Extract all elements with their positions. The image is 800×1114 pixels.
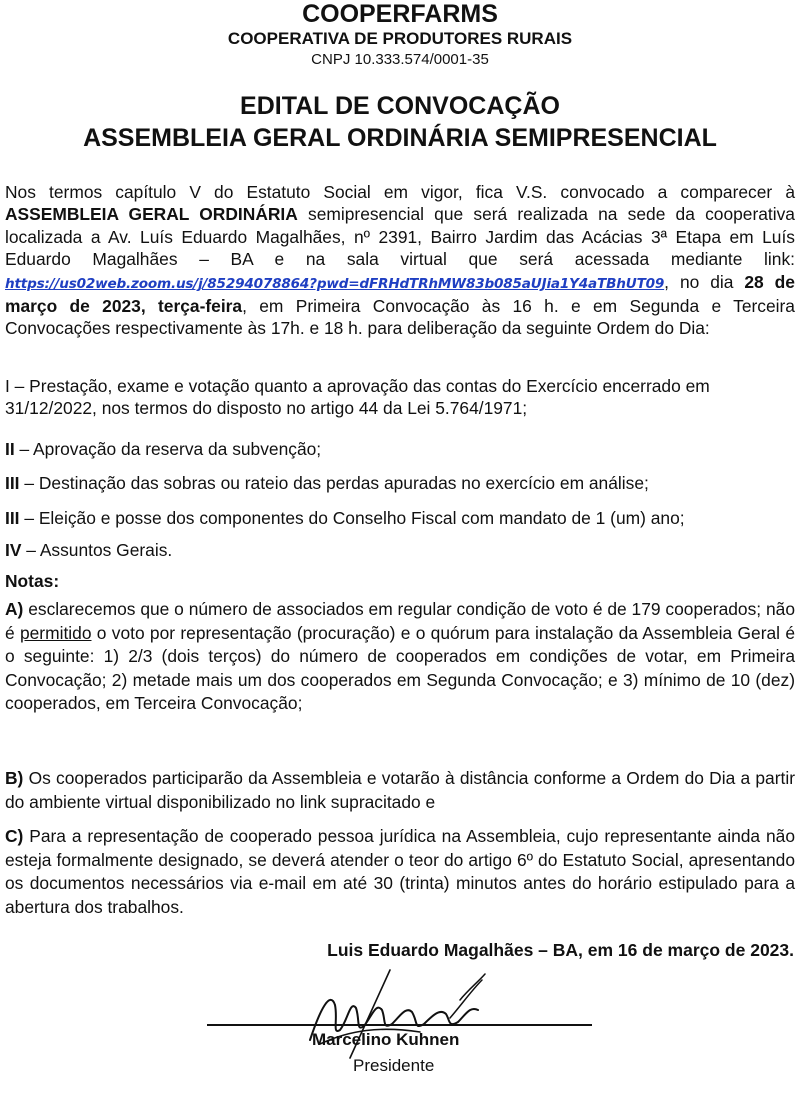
signer-name: Marcelino Kuhnen — [312, 1030, 460, 1049]
signature-line — [207, 1024, 592, 1026]
agenda-item-number: I — [5, 376, 10, 396]
agenda-item-text: – Destinação das sobras ou rateio das perdas apuradas no exercício em análise; — [19, 473, 649, 493]
note-a-label: A) — [5, 599, 24, 619]
agenda-item — [5, 539, 795, 561]
agenda-item-number: III — [5, 473, 20, 493]
intro-bold-date: 28 de março de 2023, terça-feira — [5, 271, 795, 317]
intro-text-1: Nos termos capítulo V do Estatuto Social em vigor, fica V.S. convocado a comparecer à — [5, 182, 795, 202]
zoom-meeting-link[interactable]: https://us02web.zoom.us/j/85294078864?pwd=dFRHdTRhMW83b085aUJia1Y4aTBhUT09 — [5, 275, 665, 292]
agenda-item — [5, 507, 795, 529]
notes-heading: Notas: — [5, 571, 60, 591]
organization-subtitle: COOPERATIVA DE PRODUTORES RURAIS — [227, 29, 573, 48]
agenda-item-text: – Prestação, exame e votação quanto a aprovação das contas do Exercício encerrado em 31/12/2022, nos termos do disposto no artigo 44 da Lei 5.764/1971; — [5, 376, 710, 419]
agenda-item-text: – Eleição e posse dos componentes do Conselho Fiscal com mandato de 1 (um) ano; — [19, 508, 685, 528]
note-c-text: Para a representação de cooperado pessoa jurídica na Assembleia, cujo representante ainda não esteja formalmente designado, se deverá atender o teor do artigo 6º do Estatuto Social, apresentando os documentos necessários via e-mail em até 30 (trinta) minutos antes do horário estipulado para a abertura dos trabalhos. — [5, 826, 795, 917]
organization-name: COOPERFARMS — [302, 0, 498, 28]
agenda-item-text: – Assuntos Gerais. — [21, 540, 173, 560]
intro-text-3: , no dia — [664, 271, 745, 292]
agenda-item-number: III — [5, 508, 20, 528]
agenda-item-number: II — [5, 439, 15, 459]
agenda-item — [5, 438, 795, 460]
intro-paragraph — [5, 181, 795, 340]
note-a-text-1: esclarecemos que o número de associados em regular condição de voto é de 179 cooperados; não é — [5, 599, 795, 643]
intro-text-2: semipresencial que será realizada na sede da cooperativa localizada a Av. Luís Eduardo Magalhães, nº 2391, Bairro Jardim das Acácias 3ª Etapa em Luís Eduardo Magalhães – BA e na sala virtual que será acessada mediante link: — [5, 204, 795, 270]
document-subtitle: ASSEMBLEIA GERAL ORDINÁRIA SEMIPRESENCIAL — [83, 124, 717, 152]
note-c — [5, 825, 795, 919]
organization-cnpj: CNPJ 10.333.574/0001-35 — [311, 51, 489, 68]
note-a-underlined: permitido — [19, 622, 92, 643]
agenda-item-number: IV — [5, 540, 22, 560]
date-and-city: Luis Eduardo Magalhães – BA, em 16 de março de 2023. — [327, 940, 794, 960]
note-b-label: B) — [5, 768, 24, 788]
agenda-item-text: – Aprovação da reserva da subvenção; — [14, 439, 322, 459]
agenda-item — [5, 375, 795, 420]
document-title: EDITAL DE CONVOCAÇÃO — [240, 92, 560, 120]
signer-role: Presidente — [353, 1056, 435, 1075]
note-a-text-2: o voto por representação (procuração) e o quórum para instalação da Assembleia Geral é o seguinte: 1) 2/3 (dois terços) do número de cooperados em condições de votar, em Primeira Convocação; 2) metade mais um dos cooperados em Segunda Convocação; e 3) mínimo de 10 (dez) cooperados, em Terceira Convocação; — [5, 622, 795, 713]
agenda-item — [5, 472, 795, 494]
note-c-label: C) — [5, 826, 24, 846]
note-b — [5, 767, 795, 814]
note-b-text: Os cooperados participarão da Assembleia e votarão à distância conforme a Ordem do Dia a partir do ambiente virtual disponibilizado no link supracitado e — [5, 768, 795, 812]
intro-text-4: , em Primeira Convocação às 16 h. e em Segunda e Terceira Convocações respectivamente às 17h. e 18 h. para deliberação da seguinte Ordem do Dia: — [5, 296, 795, 339]
intro-bold-assembly: ASSEMBLEIA GERAL ORDINÁRIA — [5, 204, 298, 225]
note-a — [5, 598, 795, 716]
